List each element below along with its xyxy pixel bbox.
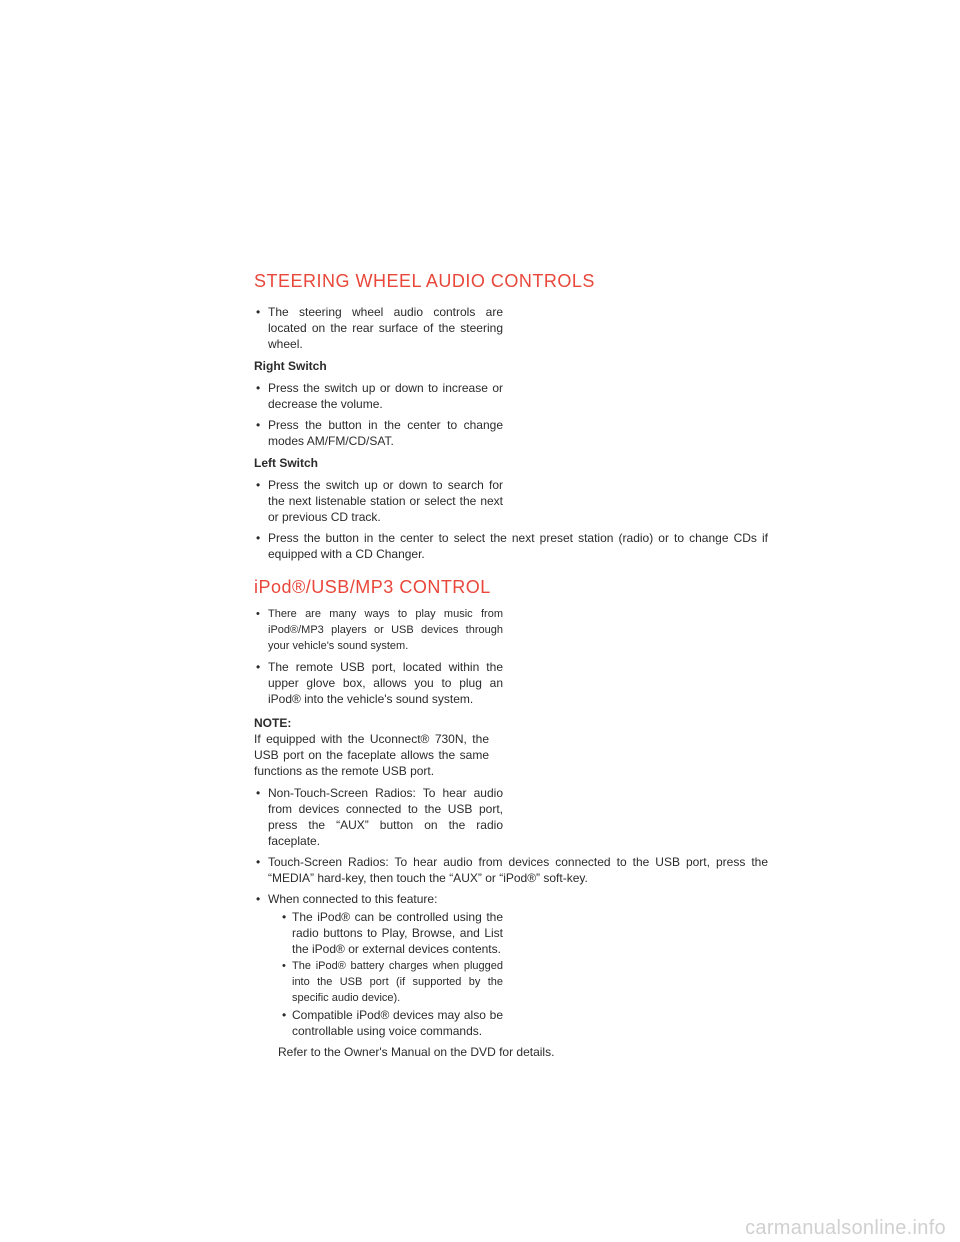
sub-list-item [282, 1007, 503, 1039]
item-text: Non-Touch-Screen Radios: To hear audio from devices connected to the USB port, press the “AUX” button on the radio faceplate. [268, 786, 503, 848]
list-item [254, 380, 503, 412]
bullet: • [256, 855, 261, 869]
list-item [254, 304, 503, 352]
bullet: • [256, 786, 261, 800]
bullet: • [282, 1008, 287, 1022]
bullet: • [256, 608, 260, 620]
subheading-left-switch: Left Switch [254, 456, 319, 470]
bullet: • [256, 478, 261, 492]
sub-item-text: The iPod® can be controlled using the radio buttons to Play, Browse, and List the iPod® or external devices contents. [292, 910, 503, 956]
list-item [254, 891, 503, 1039]
sub-list-item [282, 958, 503, 1006]
list-item [254, 785, 503, 849]
bullet: • [256, 892, 261, 906]
watermark-text: carmanualsonline.info [745, 1217, 946, 1239]
list-item [254, 606, 503, 654]
note-label: NOTE: [254, 716, 292, 730]
item-text: Press the switch up or down to increase or decrease the volume. [268, 381, 503, 411]
bullet: • [256, 381, 261, 395]
item-text: The remote USB port, located within the upper glove box, allows you to plug an iPod® into the vehicle's sound system. [268, 660, 503, 706]
list-item [254, 417, 503, 449]
sub-item-text: The iPod® battery charges when plugged into the USB port (if supported by the specific audio device). [292, 960, 503, 1004]
bullet: • [282, 960, 286, 972]
item-text: When connected to this feature: [268, 892, 438, 906]
sub-item-text: Compatible iPod® devices may also be controllable using voice commands. [292, 1008, 503, 1038]
item-text: Press the button in the center to select the next preset station (radio) or to change CDs if equipped with a CD Changer. [268, 531, 768, 561]
item-text: The steering wheel audio controls are located on the rear surface of the steering wheel. [268, 305, 503, 351]
list-item [254, 530, 768, 562]
bullet: • [256, 531, 261, 545]
subheading-right-switch: Right Switch [254, 359, 327, 373]
sub-list-item [282, 909, 503, 957]
item-text: Press the switch up or down to search for the next listenable station or select the next or previous CD track. [268, 478, 503, 524]
list-item [254, 659, 503, 707]
section-heading-ipod: iPod®/USB/MP3 CONTROL [254, 577, 491, 597]
content-column [254, 270, 768, 1060]
item-text: There are many ways to play music from iPod®/MP3 players or USB devices through your vehicle's sound system. [268, 608, 503, 652]
note-text: If equipped with the Uconnect® 730N, the USB port on the faceplate allows the same functions as the remote USB port. [254, 732, 489, 778]
bullet: • [282, 910, 287, 924]
section-heading-steering: STEERING WHEEL AUDIO CONTROLS [254, 271, 595, 291]
sub-list [282, 909, 503, 1039]
bullet: • [256, 305, 261, 319]
item-text: Touch-Screen Radios: To hear audio from devices connected to the USB port, press the “MEDIA” hard-key, then touch the “AUX” or “iPod®” soft-key. [268, 855, 768, 885]
list-item [254, 854, 768, 886]
bullet: • [256, 418, 261, 432]
list-item [254, 477, 503, 525]
item-text: Press the button in the center to change modes AM/FM/CD/SAT. [268, 418, 503, 448]
closing-text: Refer to the Owner's Manual on the DVD for details. [278, 1045, 555, 1059]
bullet: • [256, 660, 261, 674]
